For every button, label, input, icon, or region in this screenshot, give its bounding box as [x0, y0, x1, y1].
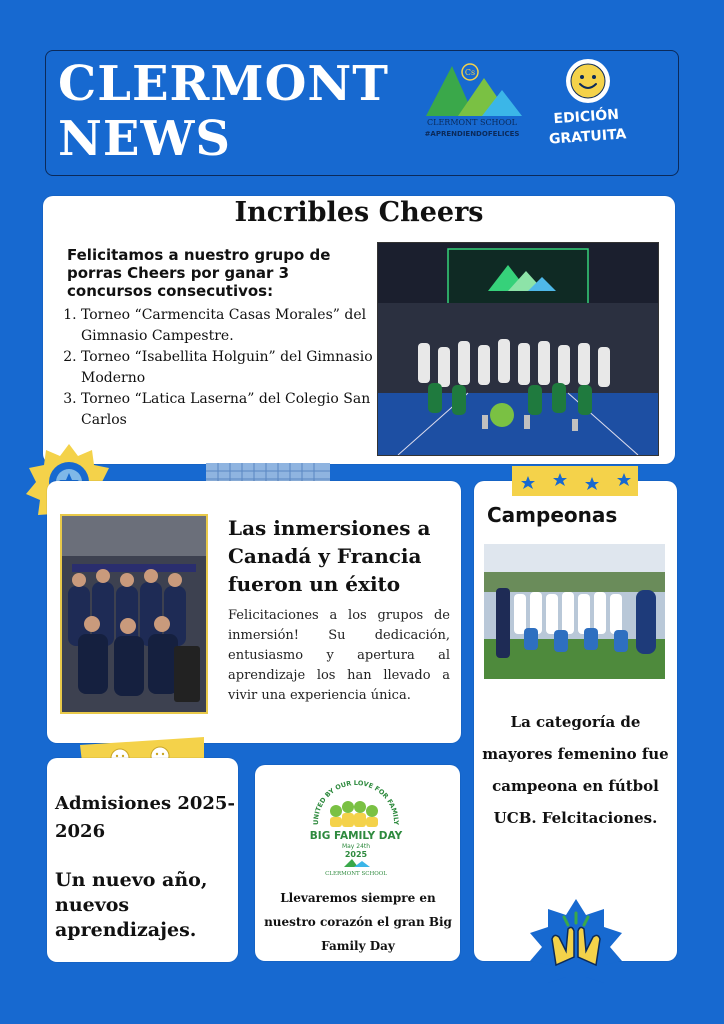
champions-body: La categoría de mayores femenino fue campeona en fútbol UCB. Felcitaciones.	[482, 713, 669, 827]
immersion-group-photo	[60, 514, 208, 714]
logo-arc-text: UNITED BY OUR LOVE FOR FAMILY	[311, 778, 401, 826]
immersion-body: Felicitaciones a los grupos de inmersión! Su dedicación, entusiasmo y apertura al aprendizaje los han llevado a vivir una experiencia única.	[228, 608, 450, 703]
clapping-hands-icon	[526, 895, 626, 995]
masthead-title-line1: CLERMONT	[58, 56, 389, 112]
list-item: 1. Torneo “Carmencita Casas Morales” del Gimnasio Campestre.	[81, 305, 386, 347]
school-name: CLERMONT SCHOOL	[427, 118, 517, 127]
immersion-title: Las inmersiones a Canadá y Francia fueron un éxito	[228, 516, 431, 596]
cheers-tournament-list	[63, 305, 386, 431]
edition-line1: EDICIÓN	[553, 106, 620, 128]
list-item: 3. Torneo “Latica Laserna” del Colegio San Carlos	[81, 389, 386, 431]
logo-title: BIG FAMILY DAY	[309, 830, 403, 842]
admissions-body: Un nuevo año, nuevos aprendizajes.	[55, 869, 208, 941]
washi-tape-stars-decoration	[512, 466, 638, 496]
edition-label	[527, 103, 648, 151]
logo-date: May 24th	[341, 843, 371, 850]
school-hashtag: #APRENDIENDOFELICES	[424, 130, 520, 138]
cheers-title: Incribles Cheers	[234, 197, 484, 228]
logo-year: 2025	[344, 850, 368, 859]
list-item: 2. Torneo “Isabellita Holguin” del Gimnasio Moderno	[81, 347, 386, 389]
admissions-title: Admisiones 2025-2026	[55, 793, 235, 842]
logo-initials: Cs	[464, 68, 476, 77]
smiley-icon	[565, 58, 611, 104]
masthead-title-line2: NEWS	[58, 111, 232, 167]
cheers-team-photo	[377, 242, 659, 456]
champions-title: Campeonas	[487, 503, 618, 527]
logo-school: CLERMONT SCHOOL	[325, 871, 387, 877]
big-family-day-logo	[300, 771, 412, 883]
big-family-day-body: Llevaremos siempre en nuestro corazón el gran Big Family Day	[264, 891, 452, 953]
champions-team-photo	[484, 544, 665, 679]
cheers-intro: Felicitamos a nuestro grupo de porras Cheers por ganar 3 concursos consecutivos:	[67, 246, 331, 300]
edition-line2: GRATUITA	[548, 126, 627, 148]
